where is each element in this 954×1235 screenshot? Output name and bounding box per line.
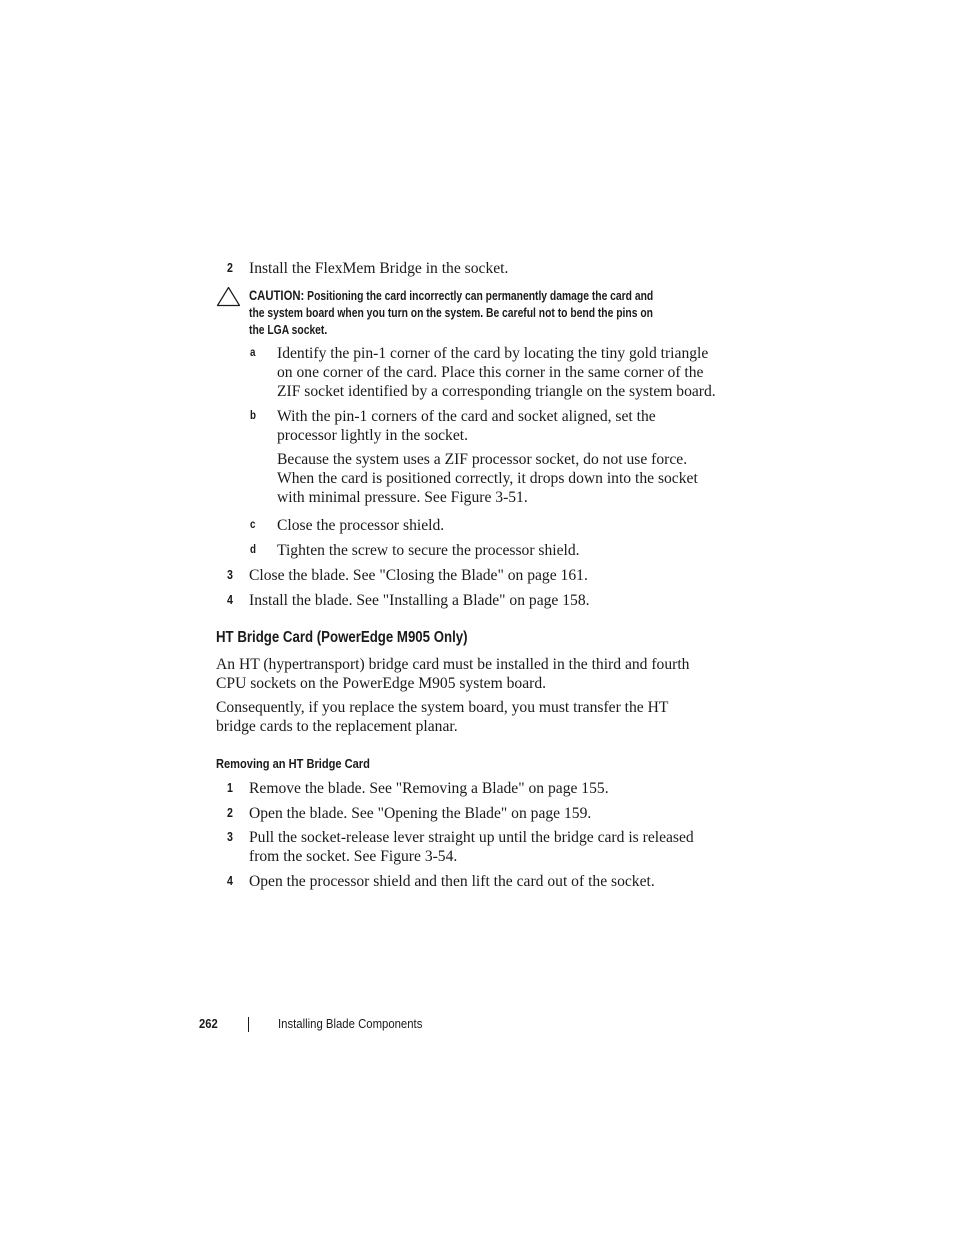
substep-text: With the pin-1 corners of the card and socket aligned, set the <box>277 408 656 425</box>
step-text: Remove the blade. See "Removing a Blade" on page 155. <box>249 780 609 797</box>
paragraph-line: An HT (hypertransport) bridge card must be installed in the third and fourth <box>216 656 690 673</box>
step-text: Close the blade. See "Closing the Blade" on page 161. <box>249 567 588 584</box>
step-text: Install the FlexMem Bridge in the socket. <box>249 260 509 277</box>
step-text: Open the blade. See "Opening the Blade" on page 159. <box>249 805 592 822</box>
step-text: Pull the socket-release lever straight up until the bridge card is released <box>249 829 694 846</box>
caution-text-line3: the LGA socket. <box>249 323 328 337</box>
step-number: 2 <box>227 261 233 275</box>
paragraph-line: CPU sockets on the PowerEdge M905 system board. <box>216 675 547 692</box>
substep-note: When the card is positioned correctly, it drops down into the socket <box>277 470 698 487</box>
step-number: 3 <box>227 568 233 582</box>
substep-text: Close the processor shield. <box>277 517 445 534</box>
caution-label: CAUTION: <box>249 288 305 303</box>
substep-text: Tighten the screw to secure the processor shield. <box>277 542 580 559</box>
warning-triangle-icon <box>216 286 241 307</box>
step-number: 2 <box>227 806 233 820</box>
page-number: 262 <box>199 1016 218 1031</box>
section-heading: HT Bridge Card (PowerEdge M905 Only) <box>216 629 468 646</box>
substep-note: with minimal pressure. See Figure 3-51. <box>277 489 528 506</box>
chapter-title: Installing Blade Components <box>278 1016 423 1031</box>
step-text: Install the blade. See "Installing a Blade" on page 158. <box>249 592 590 609</box>
subsection-heading: Removing an HT Bridge Card <box>216 756 370 771</box>
paragraph-line: bridge cards to the replacement planar. <box>216 718 458 735</box>
substep-letter: d <box>250 544 256 556</box>
substep-letter: c <box>250 519 256 531</box>
step-number: 1 <box>227 781 233 795</box>
substep-letter: b <box>250 410 256 422</box>
footer-divider <box>248 1017 249 1032</box>
step-text: Open the processor shield and then lift the card out of the socket. <box>249 873 655 890</box>
caution-text-line1: Positioning the card incorrectly can permanently damage the card and <box>307 289 654 303</box>
paragraph-line: Consequently, if you replace the system board, you must transfer the HT <box>216 699 669 716</box>
substep-note: Because the system uses a ZIF processor socket, do not use force. <box>277 451 688 468</box>
step-number: 4 <box>227 874 233 888</box>
caution-text-line2: the system board when you turn on the system. Be careful not to bend the pins on <box>249 306 653 320</box>
step-number: 3 <box>227 830 233 844</box>
substep-text: on one corner of the card. Place this corner in the same corner of the <box>277 364 704 381</box>
substep-text: Identify the pin-1 corner of the card by locating the tiny gold triangle <box>277 345 709 362</box>
caution-note <box>249 287 708 339</box>
step-number: 4 <box>227 593 233 607</box>
step-text: from the socket. See Figure 3-54. <box>249 848 458 865</box>
substep-text: processor lightly in the socket. <box>277 427 468 444</box>
substep-letter: a <box>250 347 256 359</box>
substep-text: ZIF socket identified by a corresponding triangle on the system board. <box>277 383 716 400</box>
